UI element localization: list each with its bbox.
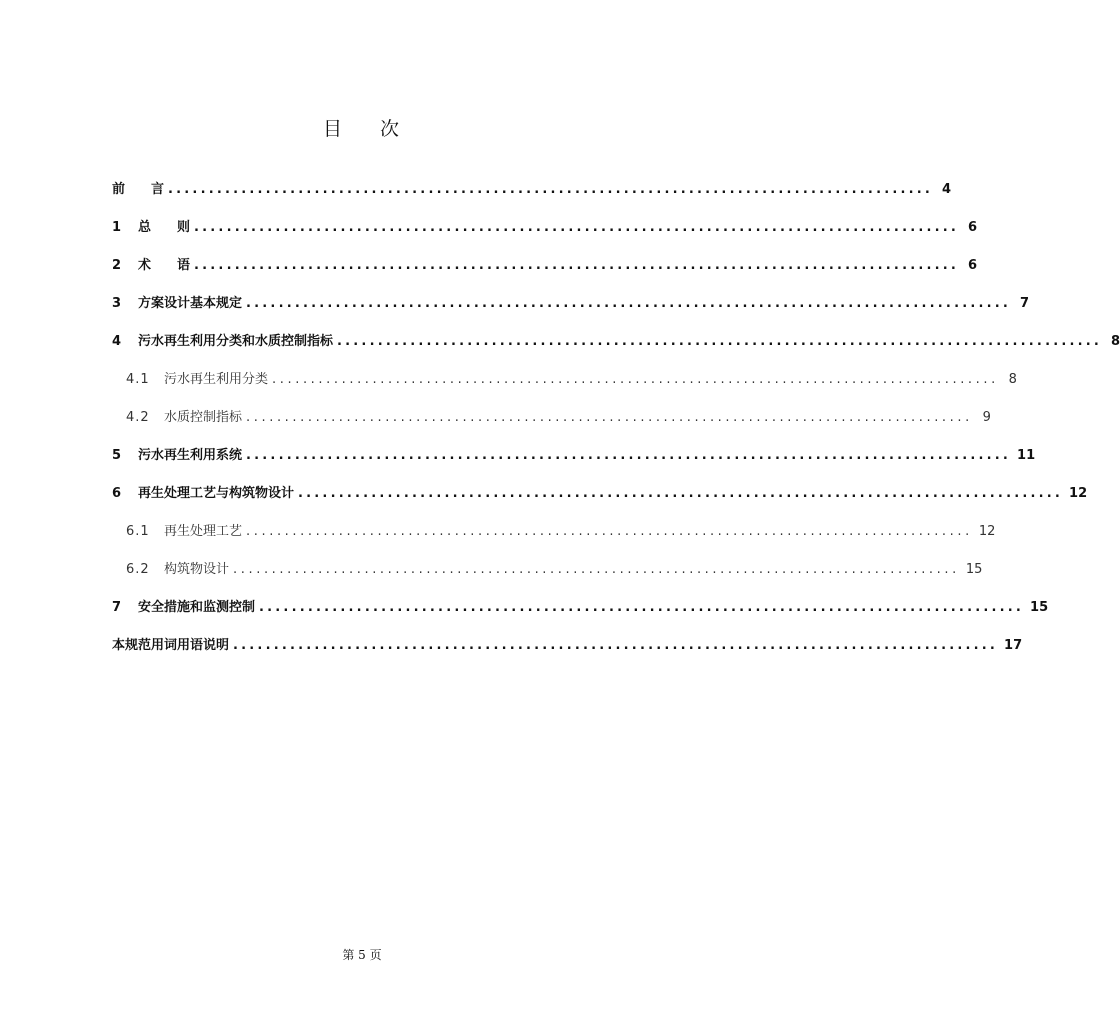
toc-entry-number: 5: [112, 448, 122, 463]
toc-entry-6-2[interactable]: [126, 558, 983, 580]
toc-leader-dots: ..............................................................................................: [337, 334, 1103, 349]
toc-entry-title: 污水再生利用分类和水质控制指标: [138, 334, 334, 349]
page-title-left: 目: [322, 118, 344, 140]
page-footer: [0, 946, 724, 963]
toc-entry-page: 9: [982, 410, 991, 425]
toc-entry-number: 7: [112, 600, 122, 615]
page-title-right: 次: [380, 118, 402, 140]
toc-entry-page: 6: [968, 258, 978, 273]
toc-entry-title: 前 言: [112, 182, 165, 197]
toc-leader-dots: ..............................................................................................: [246, 296, 1012, 311]
toc-entry-number: 3: [112, 296, 122, 311]
toc-leader-dots: ..............................................................................................: [246, 524, 973, 539]
toc-leader-dots: ..............................................................................................: [298, 486, 1064, 501]
toc-entry-number: 4.2: [126, 410, 150, 425]
toc-entry-title: 方案设计基本规定: [138, 296, 243, 311]
toc-leader-dots: ..............................................................................................: [168, 182, 934, 197]
toc-entry-4-2[interactable]: [126, 406, 991, 428]
toc-entry-foreword[interactable]: [112, 178, 952, 200]
toc-leader-dots: ..............................................................................................: [194, 220, 960, 235]
toc-entry-title: 污水再生利用系统: [138, 448, 243, 463]
page-title: [0, 114, 724, 141]
toc-leader-dots: ..............................................................................................: [246, 410, 973, 425]
toc-entry-page: 12: [1069, 486, 1088, 501]
toc-entry-4-1[interactable]: [126, 368, 1017, 390]
toc-entry-page: 11: [1017, 448, 1036, 463]
page-number-label: 第 5 页: [342, 948, 382, 962]
toc-entry-page: 15: [965, 562, 983, 577]
toc-entry-title: 术 语: [138, 258, 191, 273]
toc-entry-page: 8: [1111, 334, 1120, 349]
toc-entry-wording-explanation[interactable]: [112, 634, 1023, 656]
toc-entry-page: 12: [978, 524, 996, 539]
toc-entry-6-1[interactable]: [126, 520, 996, 542]
toc-leader-dots: ..............................................................................................: [272, 372, 999, 387]
toc-entry-page: 6: [968, 220, 978, 235]
toc-leader-dots: ..............................................................................................: [246, 448, 1012, 463]
toc-entry-3[interactable]: [112, 292, 1030, 314]
toc-entry-number: 6.2: [126, 562, 150, 577]
toc-entry-4[interactable]: [112, 330, 1120, 352]
toc-entry-page: 7: [1020, 296, 1030, 311]
toc-entry-number: 6.1: [126, 524, 150, 539]
toc-entry-number: 2: [112, 258, 122, 273]
toc-entry-title: 构筑物设计: [164, 562, 230, 577]
toc-entry-title: 水质控制指标: [164, 410, 243, 425]
toc-entry-number: 1: [112, 220, 122, 235]
toc-entry-5[interactable]: [112, 444, 1036, 466]
toc-entry-number: 6: [112, 486, 122, 501]
toc-leader-dots: ..............................................................................................: [194, 258, 960, 273]
toc-entry-number: 4.1: [126, 372, 150, 387]
toc-entry-page: 15: [1030, 600, 1049, 615]
toc-entry-number: 4: [112, 334, 122, 349]
toc-entry-title: 再生处理工艺与构筑物设计: [138, 486, 295, 501]
toc-entry-title: 总 则: [138, 220, 191, 235]
toc-entry-title: 再生处理工艺: [164, 524, 243, 539]
toc-entry-2[interactable]: [112, 254, 978, 276]
toc-entry-7[interactable]: [112, 596, 1049, 618]
toc-entry-page: 17: [1004, 638, 1023, 653]
toc-entry-6[interactable]: [112, 482, 1088, 504]
toc-leader-dots: ..............................................................................................: [233, 562, 960, 577]
toc-entry-title: 安全措施和监测控制: [138, 600, 256, 615]
toc-entry-page: 8: [1008, 372, 1017, 387]
toc-entry-title: 本规范用词用语说明: [112, 638, 230, 653]
toc-entry-page: 4: [942, 182, 952, 197]
toc-leader-dots: ..............................................................................................: [233, 638, 999, 653]
toc-leader-dots: ..............................................................................................: [259, 600, 1025, 615]
toc-entry-1[interactable]: [112, 216, 978, 238]
toc-entry-title: 污水再生利用分类: [164, 372, 269, 387]
